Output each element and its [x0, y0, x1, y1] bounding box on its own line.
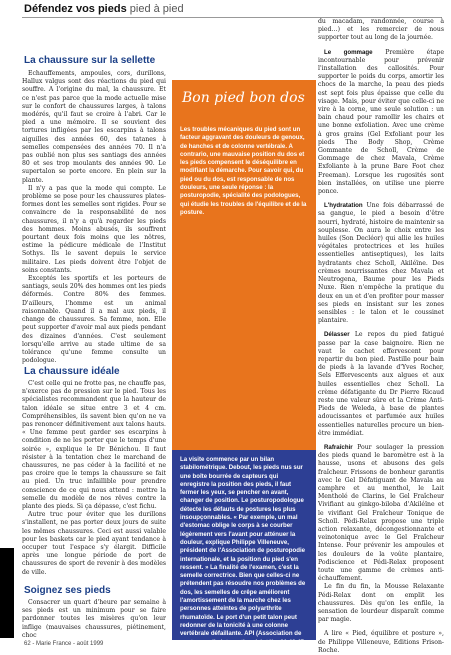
page-footer: 62 - Marie France - août 1999	[24, 641, 104, 647]
sidebar-box	[172, 80, 316, 654]
header-title-sub: pied à pied	[129, 3, 184, 15]
run-in-heading: Rafraîchir	[324, 443, 353, 451]
paragraph-relax	[318, 331, 444, 438]
paragraph: Consacrer un quart d'heure par semaine à ses pieds est un minimum pour se faire pardonner toutes les misères qu'on leur inflige (mauvaises chaussures, piétinement, choc	[22, 599, 166, 639]
paragraph: du macadam, randonnée, course à pied…) et les remercier de nous supporter tout au long de la journée.	[318, 18, 444, 42]
column-left	[22, 70, 166, 365]
paragraph: Il n'y a pas que la mode qui compte. Le problème se pose pour les chaussures plates-formes dont les semelles sont rigides. Pour se convaincre de la responsabilité de nos chaussures, il n'y a qu'à regarder les pieds des hommes. Moins abusés, ils souffrent pourtant deux fois moins que les nôtres, estime la pédicure médicale de l'Institut Sothys. Ils le savent depuis le service militaire. Les pieds doivent être l'objet de soins constants.	[22, 184, 166, 274]
column-left-3	[22, 599, 166, 640]
paragraph: Autre truc pour éviter que les durillons s'installent, ne pas porter deux jours de suite les mêmes chaussures. Ceci est aussi valable pour les baskets car le pied ayant tendance à occuper tout l'espace s'y élargit. Difficile après une longue période de port de chaussures de sport de revenir à des modèles de ville.	[22, 511, 166, 576]
paragraph-text: Le repos du pied fatigué passe par la case baignoire. Rien ne vaut le cachet effervescent pour repartir du bon pied. Pastille pour bain de pieds à la lavande d'Yves Rocher, Sels Effervescents aux algues et aux huiles essentielles chez Scholl. La crème défatigante du Dr Pierre Ricaud reste une valeur sûre et la Crème Anti-Pieds de Weleda, à base de plantes adoucissantes et parfumée aux huiles essentielles naturelles procure un bien-être immédiat.	[318, 331, 444, 437]
paragraph-text: Une fois débarrassé de sa gangue, le pied a besoin d'être nourri, hydraté, histoire de maintenir sa souplesse. On aura le choix entre les huiles (Son Decléor) qui allie les huiles végétales protectrices et les huiles essentielles antiseptiques), les laits hydratants chez Scholl, Akiléïne. Des crèmes nourrissantes chez Mavala et Neutrogena, Baume pour les Pieds Nuxe. Rien n'empêche la pratique du deux en un et d'en profiter pour masser ses pieds en insistant sur les zones sensibles : le talon et le coussinet plantaire.	[318, 202, 444, 325]
sidebar-title: Bon pied bon dos	[182, 90, 305, 106]
column-right	[318, 18, 444, 655]
paragraph-text: Pour soulager la pression des pieds quand le baromètre est à la hausse, usons et abusons des gels fraîcheur. Frissons de bonheur garantis avec le Gel Défatiguant de Mavala au camphre et au menthol, le Lait Mentholé de Clarins, le Gel Fraîcheur Vivifiant au ginkgo-biloba d'Akiléïne et le vivifiant Gel Fraîcheur Tonique de Scholl. Pédi-Relax propose une triple action relaxante, décongestionnante et veinotonique avec le Gel Fraîcheur Intense. Pour prévenir les ampoules et les douleurs de la voûte plantaire, Podiscience et Pédi-Relax proposent toute une gamme de crèmes anti-échauffement.	[318, 443, 444, 583]
paragraph-refresh	[318, 444, 444, 583]
run-in-heading: L'hydratation	[324, 202, 363, 210]
sidebar-text-intro: Les troubles mécaniques du pied sont un facteur aggravant des douleurs de genoux, de hanches et de colonne vertébrale. A contrario, une mauvaise position du dos et les pieds compensent le déséquilibre en modifiant la démarche. Pour savoir qui, du pied ou du dos, est responsable de nos douleurs, une seule réponse : la posturopodie, spécialité des podologues, qui étudie les troubles de l'équilibre et de la posture.	[180, 126, 307, 216]
paragraph-gommage	[318, 49, 444, 197]
paragraph-hydration	[318, 202, 444, 325]
column-left-2	[22, 380, 166, 577]
paragraph: C'est celle qui ne frotte pas, ne chauffe pas, n'exerce pas de pression sur le pied. Tous les spécialistes recommandent que la hauteur de talon idéale se situe entre 3 et 4 cm. Compréhensibles, ils savent bien qu'on ne va pas renoncer définitivement aux talons hauts. « Une femme peut garder ses escarpins à condition de ne les porter que le temps d'une soirée », explique le Dr Bénichou. Il faut résister à la tentation chez le marchand de chaussures, ne pas céder à la facilité et ne pas croire que le temps la chaussure se fait au pied. Un truc infaillible pour prendre conscience de ce qui nous attend : mettre la semelle du modèle de nos rêves contre la plante des pieds. Si ça dépasse, c'est fichu.	[22, 380, 166, 511]
paragraph: Le fin du fin, la Mousse Relaxante Pédi-Relax dont on emplit les chaussures. Dès qu'on les enfile, la sensation de lourdeur disparaît comme par magie.	[318, 583, 444, 624]
page-edge-tab	[0, 548, 14, 638]
section-heading-ideal-shoe: La chaussure idéale	[24, 366, 120, 377]
header-title-main: Défendez vos pieds	[24, 3, 127, 15]
sidebar-text-body: La visite commence par un bilan stabilométrique. Debout, les pieds nus sur une boîte bourrée de capteurs qui enregistre la position des pieds, il faut fermer les yeux, se pencher en avant, changer de position. Le posturopodologue détecte les défauts de postures les plus insoupçonnables. « Par exemple, un mal d'estomac oblige le corps à se courber légèrement vers l'avant pour atténuer la douleur, explique Philippe Villeneuve, président de l'Association de posturopodie internationale, et la position du pied s'en ressent. » La finalité de l'examen, c'est la semelle correctrice. Bien que celles-ci ne prétendent pas résoudre nos problèmes de dos, les semelles de crêpe améliorent l'amortissement de la marche chez les personnes atteintes de polyarthrite rhumatoïde. Le port d'un petit talon peut redonner de la tonicité à une colonne vertébrale défaillante. API (Association de posturopodie internationale), tél. : 01 43 47 14 55.	[180, 456, 306, 654]
page-title	[24, 3, 184, 15]
section-heading-care: Soignez ses pieds	[24, 585, 111, 596]
reading-note: A lire « Pied, équilibre et posture », de Philippe Villeneuve, Editions Frison-Roche.	[318, 630, 444, 654]
paragraph: Exceptés les sportifs et les porteurs de santiags, seuls 20% des hommes ont les pieds déformés. Contre 80% des femmes. D'ailleurs, l'homme est un animal raisonnable. Quand il a mal aux pieds, il change de chaussures. Sa femme, non. Elle peut supporter d'avoir mal aux pieds pendant des dizaines d'années. C'est seulement lorsqu'elle arrive au stade ultime de sa tolérance qu'une femme consulte un podologue.	[22, 275, 166, 365]
run-in-heading: Délasser	[324, 331, 350, 339]
run-in-heading: Le gommage	[324, 48, 373, 56]
paragraph: Echauffements, ampoules, cors, durillons, Hallux valgus sont des réactions du pied qui souffre. A l'origine du mal, la chaussure. Et ce n'est pas parce que la mode actuelle mise sur le confort de chaussures larges, à talons modérés, qu'il faut se croire à l'abri. Car le pied a une mémoire. Il se souvient des tortures infligées par les escarpins à talons aiguilles des années 60, des tatanes à semelles compensées des années 70. Il n'a pas oublié non plus ses santiags des années 80 et ses trop moulants des années 90. Le supertalon se porte encore. En plein sur la plante.	[22, 70, 166, 184]
paragraph-text: Première étape incontournable pour prévenir l'installation des callosités. Pour supporter le poids du corps, amortir les chocs de la marche, la peau des pieds est sept fois plus épaisse que celle du visage. Mais, pour éviter que celle-ci ne vire à la corne, une seule solution : un bain chaud pour ramollir les chairs et une bonne exfoliation. Avec une crème à gros grains (Gel Exfoliant pour les pieds The Body Shop, Crème Gommante de Scholl, Crème de Gommage de chez Mavala, Crème Exfoliante à la prune Bare Foot chez Freeman). Lorsque les rugosités sont bien installées, on utilise une pierre ponce.	[318, 48, 444, 196]
page-header	[0, 0, 451, 20]
section-heading-shoe: La chaussure sur la sellette	[24, 55, 156, 66]
